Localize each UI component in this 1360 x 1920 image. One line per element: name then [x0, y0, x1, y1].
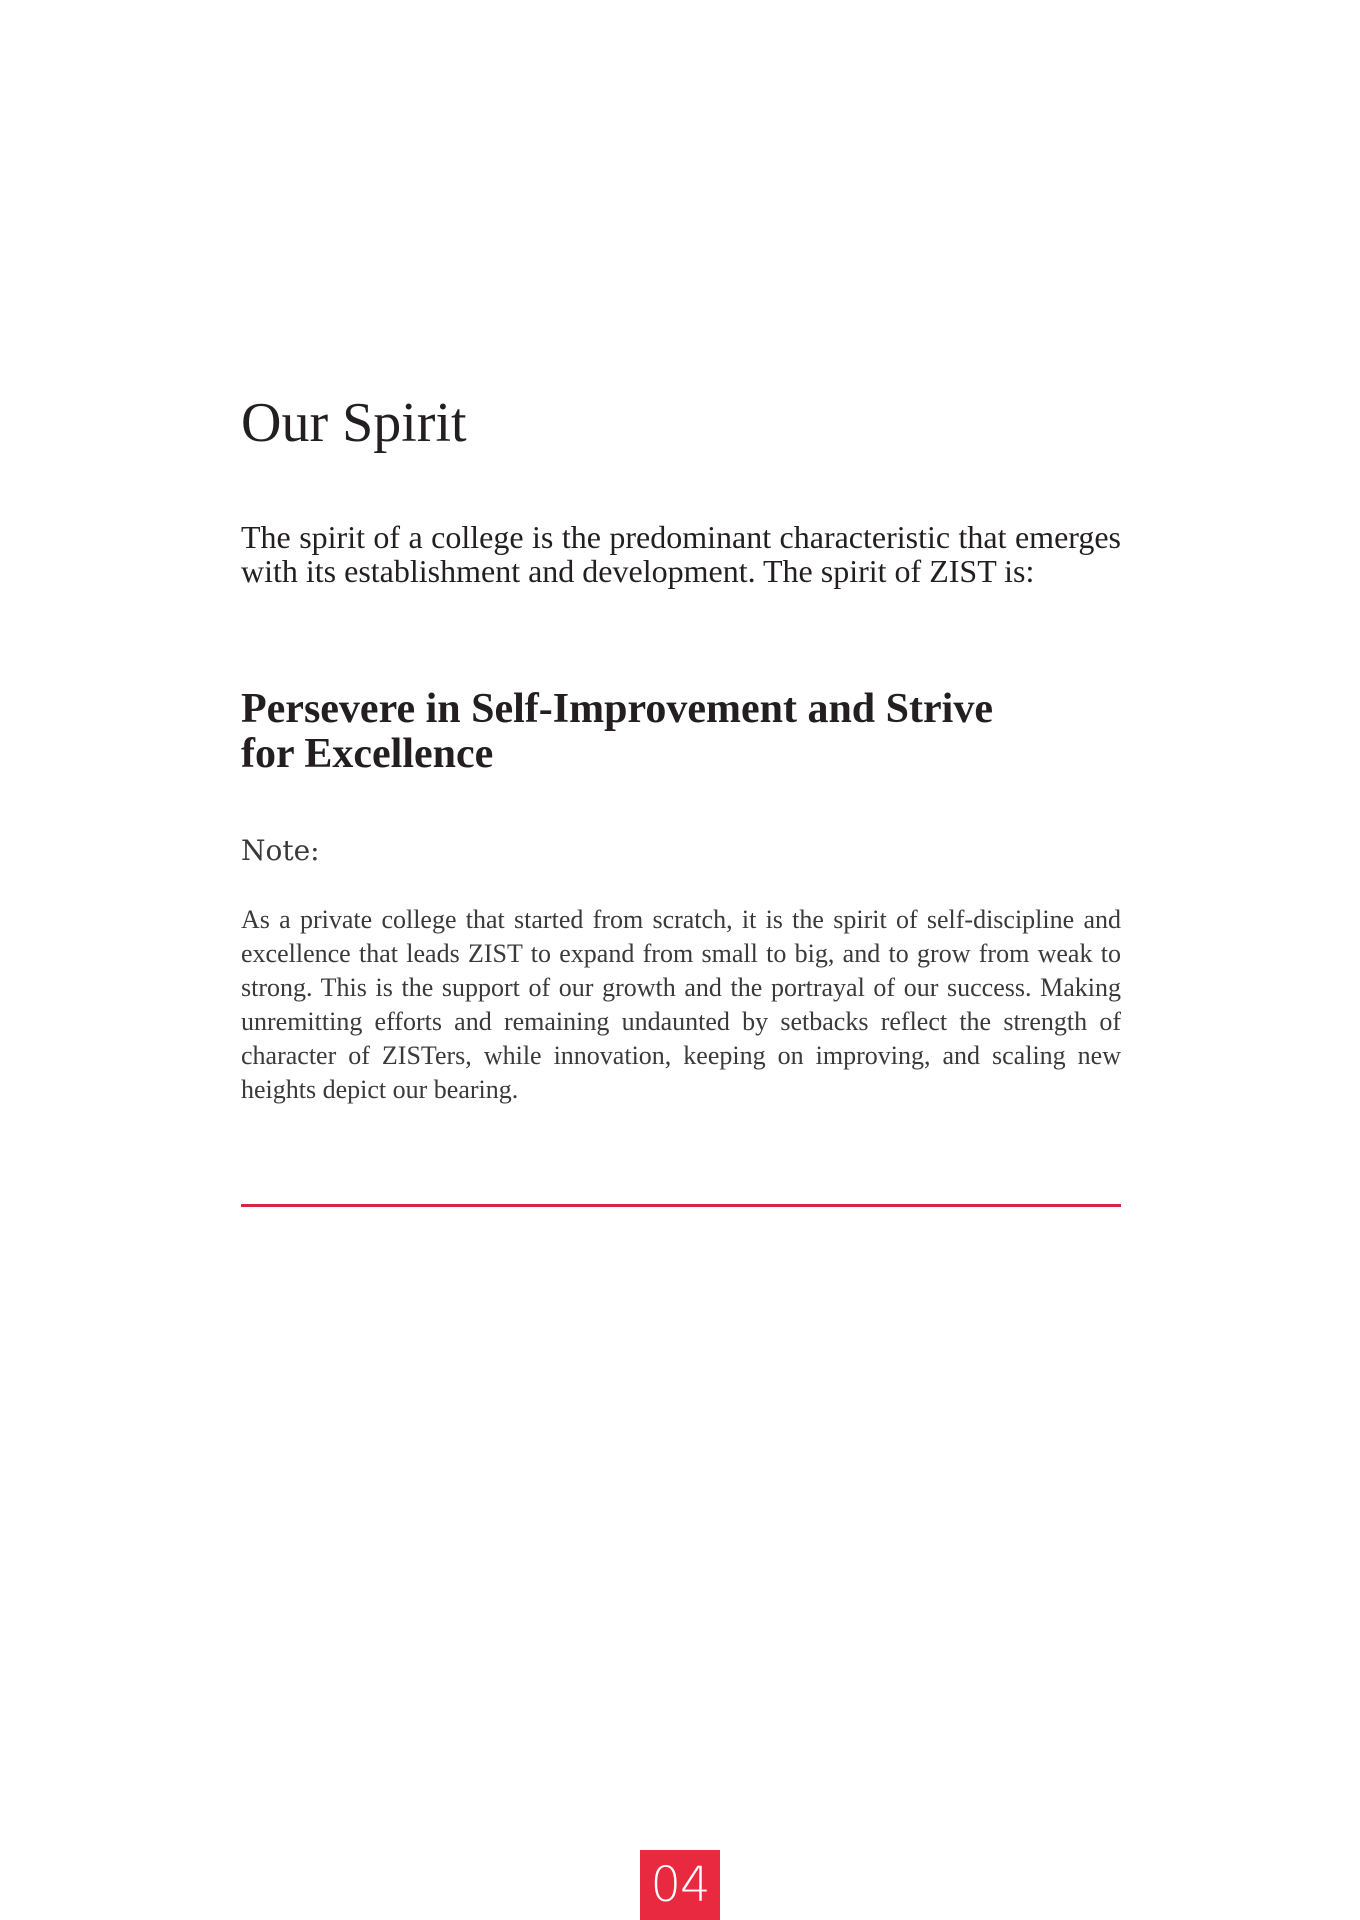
- note-label: Note:: [241, 834, 320, 867]
- note-paragraph: As a private college that started from scratch, it is the spirit of self-discipline and excellence that leads ZIST to expand from small to big, and to grow from weak to strong. This is the support of our growth and the portrayal of our success. Making unremitting efforts and remaining undaunted by setbacks reflect the strength of character of ZISTers, while innovation, keeping on improving, and scaling new heights depict our bearing.: [241, 905, 1121, 1104]
- intro-paragraph: The spirit of a college is the predominant characteristic that emerges with its establishment and development. The spirit of ZIST is:: [241, 519, 1121, 589]
- motto-line-2: for Excellence: [241, 731, 494, 777]
- page-number-badge: 04: [640, 1850, 720, 1920]
- page-title: Our Spirit: [241, 392, 467, 454]
- motto-line-1: Persevere in Self-Improvement and Strive: [241, 686, 993, 732]
- motto-heading: [241, 687, 1121, 777]
- divider-rule: [241, 1204, 1121, 1207]
- content-block: [241, 390, 1121, 1104]
